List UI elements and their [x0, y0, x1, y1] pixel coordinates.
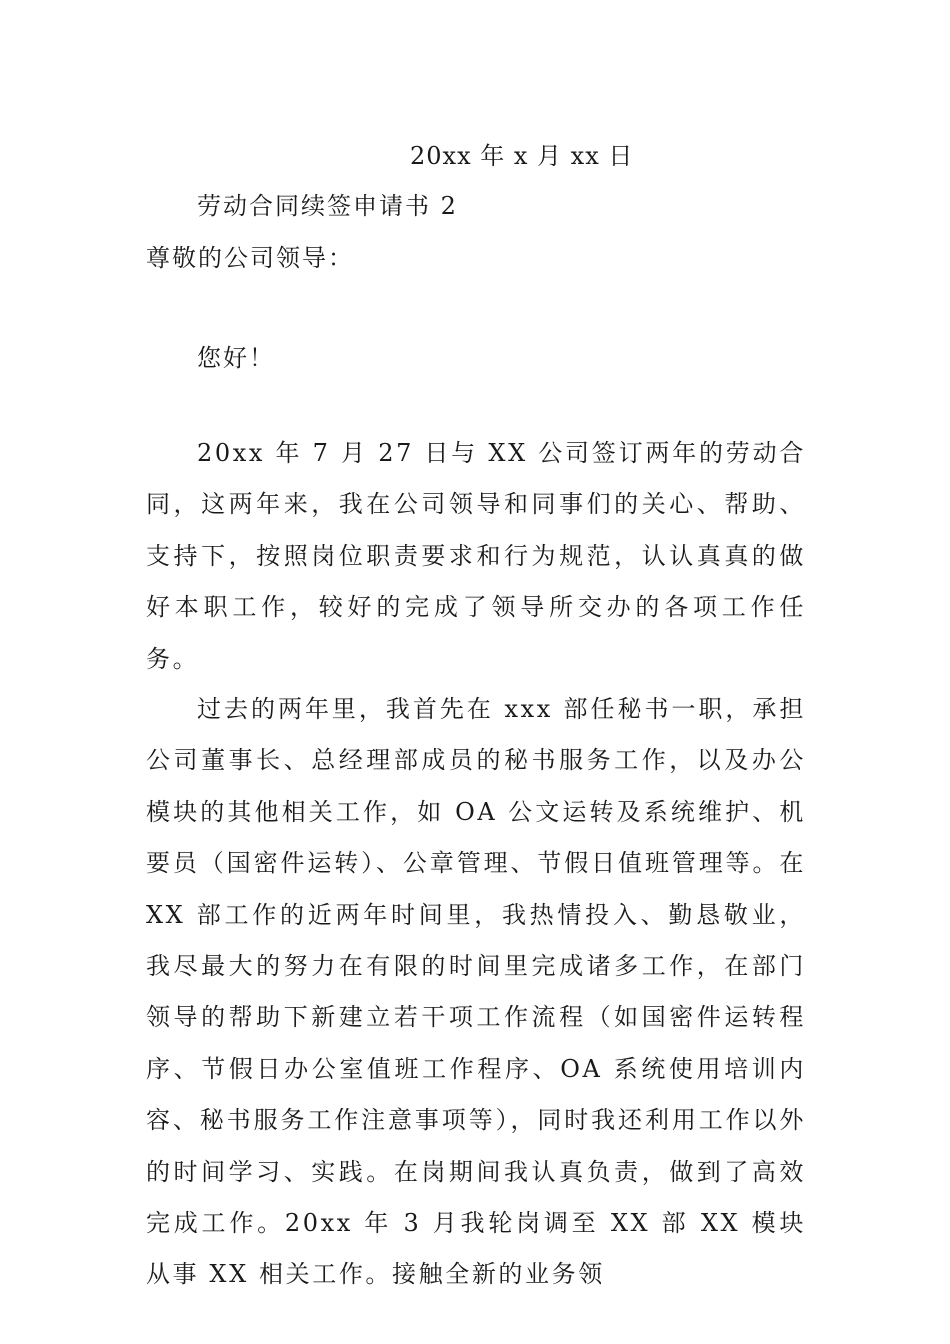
- salutation: 尊敬的公司领导：: [146, 244, 354, 272]
- document-title: 劳动合同续签申请书 2: [197, 192, 458, 220]
- body-paragraph-1: 20xx 年 7 月 27 日与 XX 公司签订两年的劳动合同，这两年来，我在公司领导和同事们的关心、帮助、支持下，按照岗位职责要求和行为规范，认认真真的做好本职工作，较好的完成了领导所交办的各项工作任务。: [146, 439, 806, 673]
- document-date: 20xx 年 x 月 xx 日: [410, 142, 634, 170]
- body-paragraph-2: 过去的两年里，我首先在 xxx 部任秘书一职，承担公司董事长、总经理部成员的秘书服务工作，以及办公模块的其他相关工作，如 OA 公文运转及系统维护、机要员（国密件运转）、公章管理、节假日值班管理等。在 XX 部工作的近两年时间里，我热情投入、勤恳敬业，我尽最大的努力在有限的时间里完成诸多工作，在部门领导的帮助下新建立若干项工作流程（如国密件运转程序、节假日办公室值班工作程序、OA 系统使用培训内容、秘书服务工作注意事项等），同时我还利用工作以外的时间学习、实践。在岗期间我认真负责，做到了高效完成工作。20xx 年 3 月我轮岗调至 XX 部 XX 模块从事 XX 相关工作。接触全新的业务领: [146, 695, 806, 1289]
- greeting: 您好！: [197, 344, 275, 372]
